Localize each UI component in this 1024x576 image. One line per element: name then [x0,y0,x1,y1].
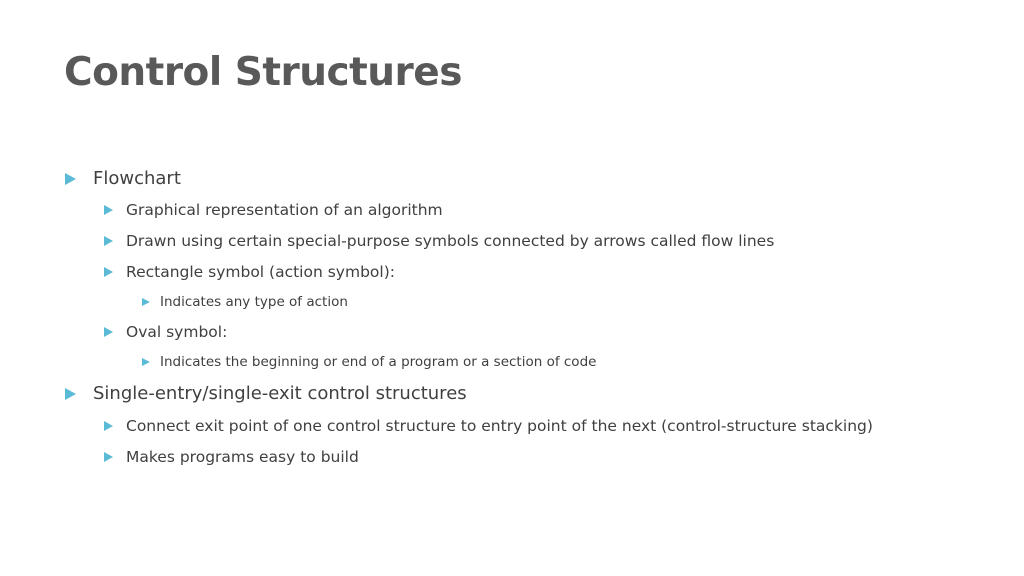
triangle-bullet-icon [104,267,113,277]
triangle-bullet-icon [142,358,150,366]
bullet-text: Graphical representation of an algorithm [126,201,443,219]
bullet-text: Indicates any type of action [160,294,348,310]
triangle-bullet-icon [104,327,113,337]
bullet-item [104,263,395,281]
bullet-item [65,168,181,189]
bullet-item [142,354,596,370]
bullet-text: Connect exit point of one control structure to entry point of the next (control-structure stacking) [126,417,873,435]
triangle-bullet-icon [104,205,113,215]
bullet-text: Makes programs easy to build [126,448,359,466]
triangle-bullet-icon [65,388,76,400]
bullet-text: Drawn using certain special-purpose symbols connected by arrows called flow lines [126,232,775,250]
bullet-item [104,201,443,219]
bullet-text: Indicates the beginning or end of a program or a section of code [160,354,597,370]
slide-title: Control Structures [64,50,462,95]
triangle-bullet-icon [104,236,113,246]
triangle-bullet-icon [104,452,113,462]
triangle-bullet-icon [65,173,76,185]
bullet-item [142,294,348,310]
bullet-text: Single-entry/single-exit control structures [93,383,467,404]
bullet-item [104,232,774,250]
bullet-text: Rectangle symbol (action symbol): [126,263,395,281]
bullet-item [104,417,873,435]
triangle-bullet-icon [142,298,150,306]
bullet-item [104,448,359,466]
triangle-bullet-icon [104,421,113,431]
bullet-text: Oval symbol: [126,323,228,341]
bullet-text: Flowchart [93,168,181,189]
bullet-item [104,323,227,341]
bullet-item [65,383,467,404]
